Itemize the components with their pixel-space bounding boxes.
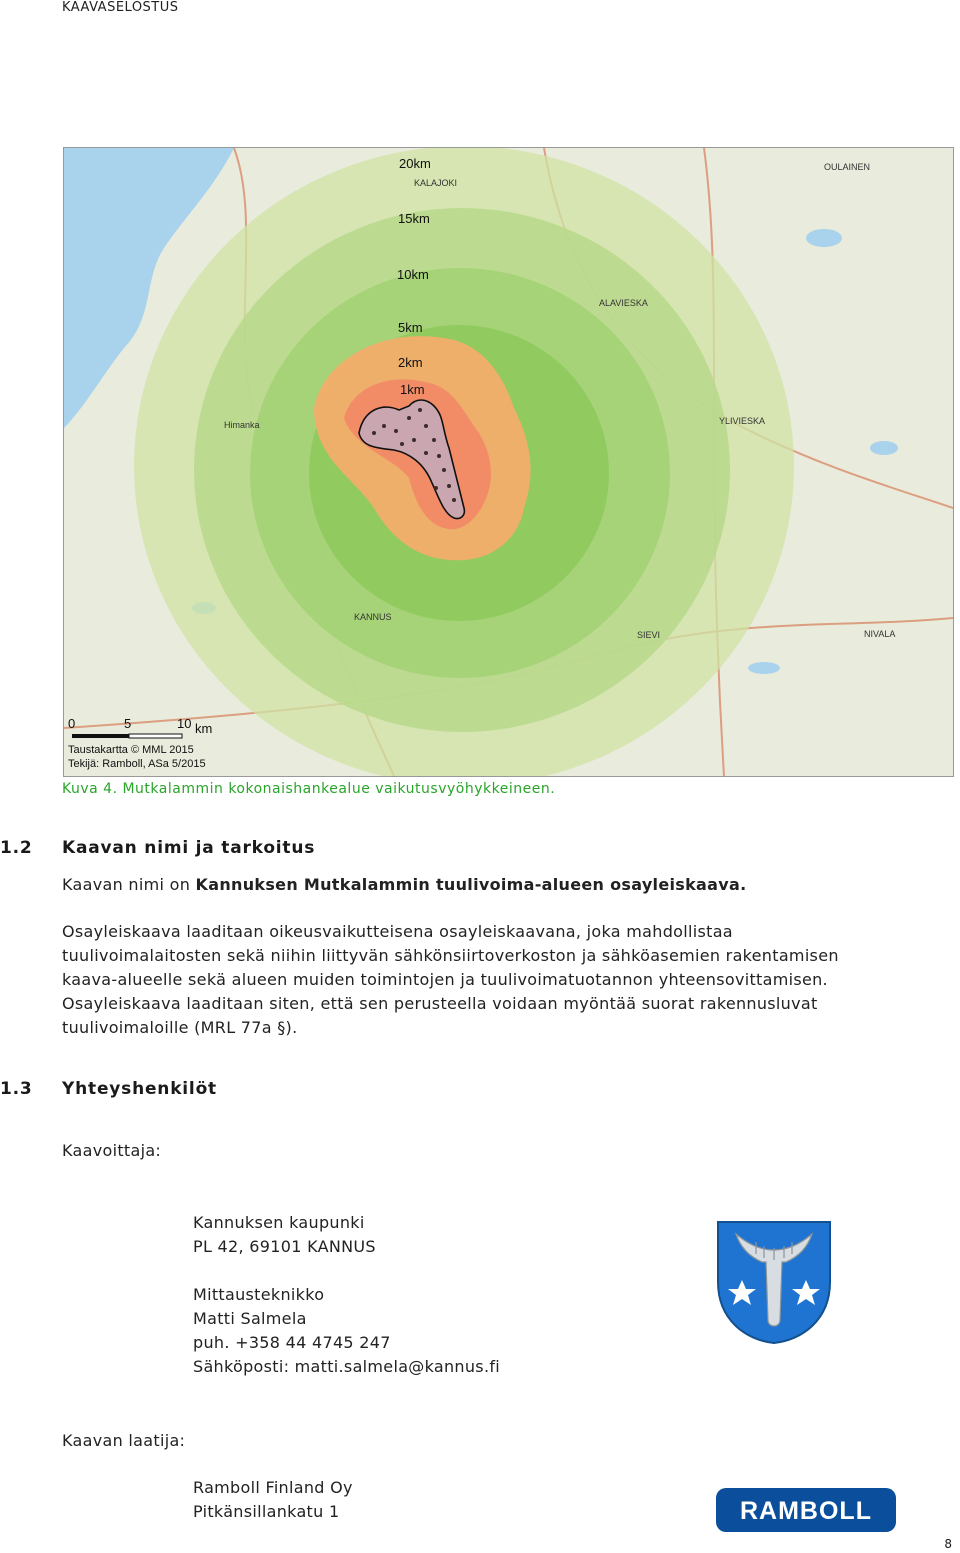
map-credit-background: Taustakartta © MML 2015 — [68, 744, 194, 756]
place-kalajoki: KALAJOKI — [414, 178, 458, 188]
section-1-3-heading — [0, 1079, 217, 1099]
laatija-label: Kaavan laatija: — [62, 1431, 186, 1450]
map-credit-author: Tekijä: Ramboll, ASa 5/2015 — [68, 758, 206, 770]
kaavoittaja-contact — [193, 1211, 500, 1379]
contact-email[interactable]: Sähköposti: matti.salmela@kannus.fi — [193, 1357, 501, 1376]
ring-label-15km: 15km — [398, 211, 430, 226]
section-1-2-heading — [0, 838, 315, 858]
plan-name-line — [62, 873, 922, 897]
place-ylivieska: YLIVIESKA — [719, 416, 766, 426]
contact-spacer — [193, 1259, 500, 1283]
contact-line: Kannuksen kaupunki — [193, 1213, 365, 1232]
contact-line: Ramboll Finland Oy — [193, 1478, 353, 1497]
contact-line: Mittausteknikko — [193, 1285, 325, 1304]
purpose-paragraph — [62, 920, 922, 1040]
plan-name-prefix: Kaavan nimi on — [62, 875, 196, 894]
ring-label-2km: 2km — [398, 355, 423, 370]
section-title: Yhteyshenkilöt — [62, 1079, 217, 1099]
section-number: 1.3 — [0, 1079, 33, 1099]
paragraph-line: tuulivoimalaitosten sekä niihin liittyvän sähkönsiirtoverkoston ja sähköasemien rakentamisen — [62, 946, 839, 965]
paragraph-line: kaava-alueelle sekä alueen muiden toimintojen ja tuulivoimatuotannon yhteensovittamisen. — [62, 970, 828, 989]
place-nivala: NIVALA — [864, 629, 896, 639]
scale-label-unit: km — [195, 721, 213, 736]
place-sievi: SIEVI — [637, 630, 661, 640]
figure-caption: Kuva 4. Mutkalammin kokonaishankealue vaikutusvyöhykkeineen. — [62, 781, 556, 797]
place-oulainen: OULAINEN — [824, 162, 871, 172]
scale-label-5: 5 — [124, 716, 132, 731]
ramboll-logo — [716, 1488, 896, 1532]
paragraph-line: tuulivoimaloille (MRL 77a §). — [62, 1018, 298, 1037]
ring-label-5km: 5km — [398, 320, 423, 335]
running-header: KAAVASELOSTUS — [62, 0, 179, 15]
place-himanka: Himanka — [224, 420, 260, 430]
ring-label-20km: 20km — [399, 156, 431, 171]
contact-line: Pitkänsillankatu 1 — [193, 1502, 340, 1521]
paragraph-line: Osayleiskaava laaditaan siten, että sen perusteella voidaan myöntää suorat rakennusluvat — [62, 994, 818, 1013]
place-alavieska: ALAVIESKA — [599, 298, 648, 308]
laatija-contact — [193, 1476, 353, 1524]
kannus-coat-of-arms — [716, 1220, 832, 1345]
contact-line: PL 42, 69101 KANNUS — [193, 1237, 376, 1256]
ring-label-1km: 1km — [400, 382, 425, 397]
section-title: Kaavan nimi ja tarkoitus — [62, 838, 316, 858]
kaavoittaja-label: Kaavoittaja: — [62, 1141, 162, 1160]
section-number: 1.2 — [0, 838, 33, 858]
contact-line: Matti Salmela — [193, 1309, 307, 1328]
scale-label-0: 0 — [68, 716, 76, 731]
impact-zone-map — [63, 147, 954, 777]
page-number: 8 — [944, 1537, 952, 1551]
plan-name: Kannuksen Mutkalammin tuulivoima-alueen osayleiskaava. — [195, 875, 747, 894]
paragraph-line: Osayleiskaava laaditaan oikeusvaikutteisena osayleiskaavana, joka mahdollistaa — [62, 922, 733, 941]
ring-label-10km: 10km — [397, 267, 429, 282]
contact-line: puh. +358 44 4745 247 — [193, 1333, 391, 1352]
scale-label-10: 10 — [177, 716, 192, 731]
ramboll-logo-text: RAMBOLL — [740, 1497, 872, 1525]
place-kannus: KANNUS — [354, 612, 392, 622]
